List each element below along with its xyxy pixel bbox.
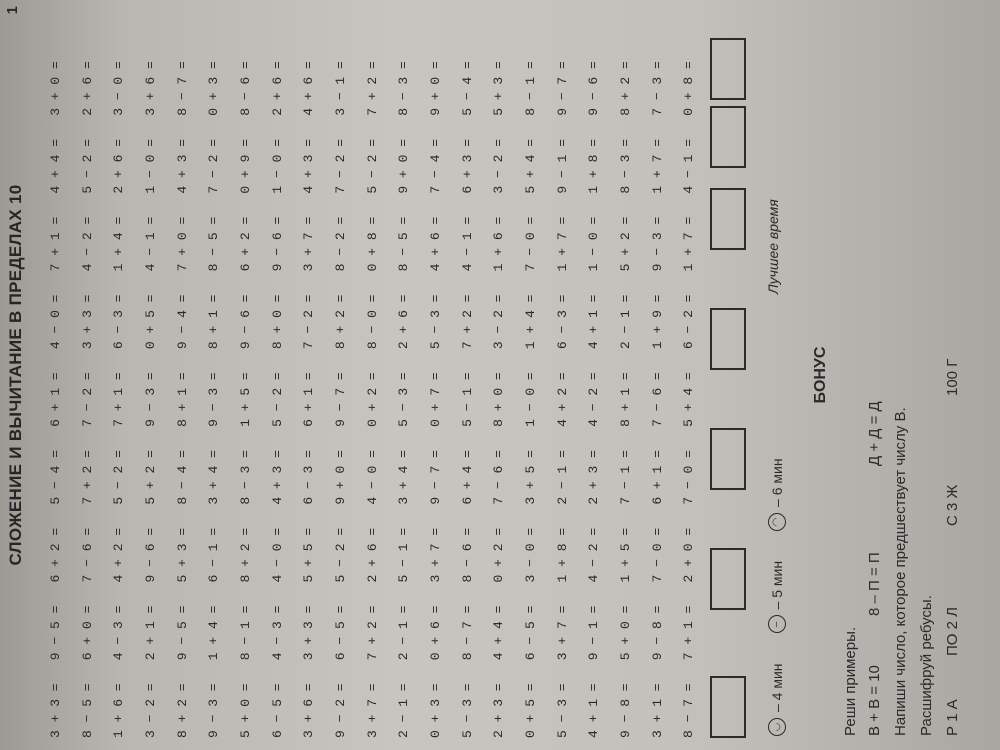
arithmetic-problem: 3 + 3 =: [79, 294, 95, 350]
arithmetic-problem: 9 − 8 =: [649, 605, 665, 661]
arithmetic-problem: 6 − 3 =: [111, 294, 127, 350]
arithmetic-problem: 0 + 3 =: [427, 683, 443, 738]
arithmetic-problem: 4 + 4 =: [491, 605, 507, 661]
arithmetic-problem: 0 + 3 =: [206, 61, 222, 116]
arithmetic-problem: 4 + 6 =: [301, 61, 317, 116]
arithmetic-problem: 7 + 2 =: [79, 450, 95, 505]
arithmetic-problem: 9 − 3 =: [206, 683, 222, 738]
arithmetic-problem: 3 + 0 =: [48, 61, 63, 116]
arithmetic-problem: 2 − 1 =: [396, 683, 412, 738]
arithmetic-problem: 9 − 1 =: [554, 138, 570, 194]
happy-face-icon: ◡: [768, 718, 786, 736]
arithmetic-problem: 9 − 3 =: [206, 372, 222, 427]
time-box[interactable]: [710, 38, 746, 100]
arithmetic-problem: 3 − 2 =: [142, 683, 158, 738]
arithmetic-problem: 2 − 1 =: [554, 450, 570, 505]
arithmetic-problem: 6 + 3 =: [459, 138, 475, 194]
arithmetic-problem: 5 + 2 =: [617, 216, 633, 272]
arithmetic-problem: 1 + 7 =: [554, 216, 570, 272]
arithmetic-problem: 9 − 7 =: [332, 372, 348, 427]
rebus: С 3 Ж: [944, 484, 961, 526]
time-box[interactable]: [710, 428, 746, 490]
arithmetic-problem: 7 − 6 =: [649, 372, 665, 427]
arithmetic-problem: 0 + 5 =: [142, 294, 158, 350]
arithmetic-problem: 7 + 1 =: [48, 216, 63, 272]
arithmetic-problem: 8 − 2 =: [332, 216, 348, 272]
arithmetic-problem: 6 + 2 =: [237, 216, 253, 272]
arithmetic-problem: 2 + 6 =: [364, 527, 380, 583]
arithmetic-problem: 4 + 2 =: [111, 527, 127, 583]
arithmetic-problem: 8 + 0 =: [491, 372, 507, 427]
arithmetic-problem: 5 − 1 =: [396, 527, 412, 583]
arithmetic-problem: 7 − 1 =: [617, 450, 633, 505]
arithmetic-problem: 8 − 4 =: [174, 450, 190, 505]
arithmetic-problem: 7 + 2 =: [459, 294, 475, 350]
arithmetic-problem: 5 − 1 =: [459, 372, 475, 427]
arithmetic-problem: 3 + 3 =: [48, 683, 63, 738]
arithmetic-problem: 2 − 1 =: [617, 294, 633, 350]
arithmetic-problem: 8 + 1 =: [617, 372, 633, 427]
arithmetic-problem: 4 − 2 =: [79, 216, 95, 272]
sad-face-icon: ◠: [768, 513, 786, 531]
arithmetic-problem: 4 − 0 =: [269, 527, 285, 583]
arithmetic-problem: 6 + 4 =: [459, 450, 475, 505]
arithmetic-problem: 6 − 5 =: [522, 605, 538, 661]
arithmetic-problem: 4 + 4 =: [48, 138, 63, 194]
arithmetic-problem: 4 − 3 =: [269, 605, 285, 661]
answer-box-row: [710, 38, 750, 738]
arithmetic-problem: 4 + 2 =: [554, 372, 570, 427]
bonus-task-3: Расшифруй ребусы.: [918, 595, 935, 736]
arithmetic-problem: 6 + 1 =: [301, 372, 317, 427]
problem-grid: [40, 38, 705, 738]
arithmetic-problem: 2 + 6 =: [111, 138, 127, 194]
arithmetic-problem: 0 + 7 =: [427, 372, 443, 427]
arithmetic-problem: 8 + 0 =: [269, 294, 285, 350]
arithmetic-problem: 5 − 4 =: [459, 61, 475, 116]
arithmetic-problem: 8 − 1 =: [522, 61, 538, 116]
arithmetic-problem: 5 + 3 =: [491, 61, 507, 116]
arithmetic-problem: 1 − 0 =: [269, 138, 285, 194]
arithmetic-problem: 3 + 7 =: [427, 527, 443, 583]
arithmetic-problem: 5 − 3 =: [396, 372, 412, 427]
arithmetic-problem: 7 + 0 =: [174, 216, 190, 272]
arithmetic-problem: 2 + 6 =: [396, 294, 412, 350]
arithmetic-problem: 7 − 6 =: [79, 527, 95, 583]
arithmetic-problem: 8 − 6 =: [237, 61, 253, 116]
arithmetic-problem: 3 − 0 =: [111, 61, 127, 116]
arithmetic-problem: 7 + 1 =: [111, 372, 127, 427]
arithmetic-problem: 9 − 5 =: [48, 605, 63, 661]
best-time-label: Лучшее время: [765, 199, 781, 294]
arithmetic-problem: 7 + 1 =: [681, 605, 697, 661]
arithmetic-problem: 2 − 1 =: [396, 605, 412, 661]
arithmetic-problem: 6 + 2 =: [48, 527, 63, 583]
time-box[interactable]: [710, 308, 746, 370]
arithmetic-problem: 9 − 6 =: [586, 61, 602, 116]
arithmetic-problem: 4 − 3 =: [111, 605, 127, 661]
arithmetic-problem: 9 − 3 =: [649, 216, 665, 272]
arithmetic-problem: 5 + 4 =: [522, 138, 538, 194]
arithmetic-problem: 9 − 8 =: [617, 683, 633, 738]
arithmetic-problem: 1 + 5 =: [237, 372, 253, 427]
arithmetic-problem: 6 + 1 =: [649, 450, 665, 505]
arithmetic-problem: 5 + 0 =: [617, 605, 633, 661]
arithmetic-problem: 1 + 8 =: [554, 527, 570, 583]
arithmetic-problem: 1 + 9 =: [649, 294, 665, 350]
arithmetic-problem: 7 − 4 =: [427, 138, 443, 194]
arithmetic-problem: 1 + 5 =: [617, 527, 633, 583]
arithmetic-problem: 2 + 6 =: [79, 61, 95, 116]
arithmetic-problem: 4 − 1 =: [459, 216, 475, 272]
arithmetic-problem: 3 + 1 =: [649, 683, 665, 738]
arithmetic-problem: 5 − 2 =: [269, 372, 285, 427]
arithmetic-problem: 9 + 0 =: [427, 61, 443, 116]
arithmetic-problem: 9 − 6 =: [142, 527, 158, 583]
arithmetic-problem: 9 − 3 =: [142, 372, 158, 427]
arithmetic-problem: 7 − 2 =: [79, 372, 95, 427]
arithmetic-problem: 4 − 0 =: [364, 450, 380, 505]
arithmetic-problem: 0 + 2 =: [364, 372, 380, 427]
arithmetic-problem: 1 + 4 =: [206, 605, 222, 661]
arithmetic-problem: 8 − 6 =: [459, 527, 475, 583]
page-number: 1: [4, 6, 21, 15]
arithmetic-problem: 3 − 0 =: [522, 527, 538, 583]
arithmetic-problem: 8 − 7 =: [681, 683, 697, 738]
arithmetic-problem: 0 + 8 =: [681, 61, 697, 116]
arithmetic-problem: 7 − 0 =: [522, 216, 538, 272]
arithmetic-problem: 8 − 3 =: [237, 450, 253, 505]
worksheet-title: СЛОЖЕНИЕ И ВЫЧИТАНИЕ В ПРЕДЕЛАХ 10: [6, 184, 25, 566]
time-legend: [765, 36, 789, 736]
arithmetic-problem: 1 − 0 =: [142, 138, 158, 194]
arithmetic-problem: 2 + 0 =: [681, 527, 697, 583]
arithmetic-problem: 9 − 7 =: [427, 450, 443, 505]
arithmetic-problem: 5 − 3 =: [459, 683, 475, 738]
arithmetic-problem: 6 − 1 =: [206, 527, 222, 583]
arithmetic-problem: 7 − 2 =: [332, 138, 348, 194]
arithmetic-problem: 1 − 0 =: [586, 216, 602, 272]
arithmetic-problem: 1 − 0 =: [522, 372, 538, 427]
arithmetic-problem: 9 − 1 =: [586, 605, 602, 661]
arithmetic-problem: 2 + 3 =: [586, 450, 602, 505]
time-box[interactable]: [710, 106, 746, 168]
arithmetic-problem: 4 − 2 =: [586, 527, 602, 583]
arithmetic-problem: 3 − 1 =: [332, 61, 348, 116]
arithmetic-problem: 3 − 2 =: [491, 138, 507, 194]
arithmetic-problem: 3 − 2 =: [491, 294, 507, 350]
arithmetic-problem: 5 − 2 =: [79, 138, 95, 194]
arithmetic-problem: 1 + 4 =: [522, 294, 538, 350]
arithmetic-problem: 8 − 1 =: [237, 605, 253, 661]
legend-6min: – 6 мин: [769, 458, 785, 507]
arithmetic-problem: 7 + 2 =: [364, 605, 380, 661]
arithmetic-problem: 8 + 1 =: [206, 294, 222, 350]
time-box[interactable]: [710, 548, 746, 610]
arithmetic-problem: 5 − 3 =: [427, 294, 443, 350]
arithmetic-problem: 4 − 1 =: [142, 216, 158, 272]
arithmetic-problem: 6 − 3 =: [301, 450, 317, 505]
arithmetic-problem: 6 − 3 =: [554, 294, 570, 350]
arithmetic-problem: 3 + 7 =: [364, 683, 380, 738]
bonus-title: БОНУС: [812, 346, 829, 404]
arithmetic-problem: 5 + 0 =: [237, 683, 253, 738]
bonus-equation: 8 – П = П: [866, 552, 883, 616]
arithmetic-problem: 3 + 7 =: [554, 605, 570, 661]
arithmetic-problem: 5 − 2 =: [111, 450, 127, 505]
arithmetic-problem: 7 − 2 =: [206, 138, 222, 194]
arithmetic-problem: 4 − 1 =: [681, 138, 697, 194]
arithmetic-problem: 8 + 2 =: [617, 61, 633, 116]
arithmetic-problem: 9 − 4 =: [174, 294, 190, 350]
arithmetic-problem: 4 + 1 =: [586, 294, 602, 350]
arithmetic-problem: 8 − 5 =: [79, 683, 95, 738]
arithmetic-problem: 9 − 6 =: [237, 294, 253, 350]
arithmetic-problem: 8 − 0 =: [364, 294, 380, 350]
arithmetic-problem: 6 − 5 =: [269, 683, 285, 738]
arithmetic-problem: 7 − 2 =: [301, 294, 317, 350]
arithmetic-problem: 9 − 2 =: [332, 683, 348, 738]
arithmetic-problem: 9 − 6 =: [269, 216, 285, 272]
arithmetic-problem: 3 + 4 =: [396, 450, 412, 505]
arithmetic-problem: 7 − 6 =: [491, 450, 507, 505]
arithmetic-problem: 6 − 2 =: [681, 294, 697, 350]
bonus-task-1: Реши примеры.: [842, 626, 859, 736]
arithmetic-problem: 1 + 8 =: [586, 138, 602, 194]
arithmetic-problem: 4 + 6 =: [427, 216, 443, 272]
arithmetic-problem: 0 + 8 =: [364, 216, 380, 272]
arithmetic-problem: 9 + 0 =: [332, 450, 348, 505]
time-box[interactable]: [710, 676, 746, 738]
arithmetic-problem: 3 + 5 =: [522, 450, 538, 505]
rebus: ПО 2 Л: [944, 607, 961, 656]
rebus: Р 1 А: [944, 699, 961, 736]
arithmetic-problem: 8 − 7 =: [174, 61, 190, 116]
arithmetic-problem: 6 + 1 =: [48, 372, 63, 427]
arithmetic-problem: 7 − 0 =: [649, 527, 665, 583]
arithmetic-problem: 8 − 5 =: [396, 216, 412, 272]
arithmetic-problem: 5 − 2 =: [332, 527, 348, 583]
legend-5min: – 5 мин: [769, 560, 785, 610]
arithmetic-problem: 8 + 2 =: [237, 527, 253, 583]
arithmetic-problem: 8 − 3 =: [396, 61, 412, 116]
arithmetic-problem: 6 − 5 =: [332, 605, 348, 661]
arithmetic-problem: 8 − 7 =: [459, 605, 475, 661]
arithmetic-problem: 1 + 4 =: [111, 216, 127, 272]
bonus-task-2: Напиши число, которое предшествует числу В.: [892, 407, 909, 736]
arithmetic-problem: 1 + 7 =: [649, 138, 665, 194]
arithmetic-problem: 3 + 4 =: [206, 450, 222, 505]
arithmetic-problem: 3 + 6 =: [142, 61, 158, 116]
arithmetic-problem: 4 + 1 =: [586, 683, 602, 738]
arithmetic-problem: 5 + 4 =: [681, 372, 697, 427]
arithmetic-problem: 8 + 2 =: [332, 294, 348, 350]
arithmetic-problem: 5 + 2 =: [142, 450, 158, 505]
arithmetic-problem: 5 − 2 =: [364, 138, 380, 194]
neutral-face-icon: –: [768, 615, 786, 633]
rebus: 100 Г: [944, 358, 961, 396]
arithmetic-problem: 7 − 0 =: [681, 450, 697, 505]
legend-4min: – 4 мин: [769, 663, 785, 712]
arithmetic-problem: 0 + 9 =: [237, 138, 253, 194]
arithmetic-problem: 2 + 1 =: [142, 605, 158, 661]
arithmetic-problem: 9 + 0 =: [396, 138, 412, 194]
bonus-equation: Д + Д = Д: [866, 401, 883, 466]
arithmetic-problem: 8 + 1 =: [174, 372, 190, 427]
bonus-equation: В + В = 10: [866, 665, 883, 736]
arithmetic-problem: 0 + 5 =: [522, 683, 538, 738]
arithmetic-problem: 0 + 6 =: [427, 605, 443, 661]
arithmetic-problem: 3 + 3 =: [301, 605, 317, 661]
arithmetic-problem: 7 + 2 =: [364, 61, 380, 116]
arithmetic-problem: 0 + 2 =: [491, 527, 507, 583]
arithmetic-problem: 3 + 6 =: [301, 683, 317, 738]
arithmetic-problem: 9 − 7 =: [554, 61, 570, 116]
arithmetic-problem: 5 + 5 =: [301, 527, 317, 583]
arithmetic-problem: 6 + 0 =: [79, 605, 95, 661]
arithmetic-problem: 5 + 3 =: [174, 527, 190, 583]
arithmetic-problem: 9 − 5 =: [174, 605, 190, 661]
arithmetic-problem: 4 + 3 =: [174, 138, 190, 194]
arithmetic-problem: 8 − 5 =: [206, 216, 222, 272]
arithmetic-problem: 4 + 3 =: [301, 138, 317, 194]
arithmetic-problem: 2 + 6 =: [269, 61, 285, 116]
arithmetic-problem: 4 − 2 =: [586, 372, 602, 427]
arithmetic-problem: 1 + 7 =: [681, 216, 697, 272]
arithmetic-problem: 8 − 3 =: [617, 138, 633, 194]
arithmetic-problem: 5 − 3 =: [554, 683, 570, 738]
arithmetic-problem: 2 + 3 =: [491, 683, 507, 738]
arithmetic-problem: 1 + 6 =: [491, 216, 507, 272]
arithmetic-problem: 1 + 6 =: [111, 683, 127, 738]
arithmetic-problem: 8 + 2 =: [174, 683, 190, 738]
arithmetic-problem: 4 − 0 =: [48, 294, 63, 350]
arithmetic-problem: 5 − 4 =: [48, 450, 63, 505]
bleed-through-text: [740, 230, 743, 244]
arithmetic-problem: 4 + 3 =: [269, 450, 285, 505]
arithmetic-problem: 7 − 3 =: [649, 61, 665, 116]
arithmetic-problem: 3 + 7 =: [301, 216, 317, 272]
